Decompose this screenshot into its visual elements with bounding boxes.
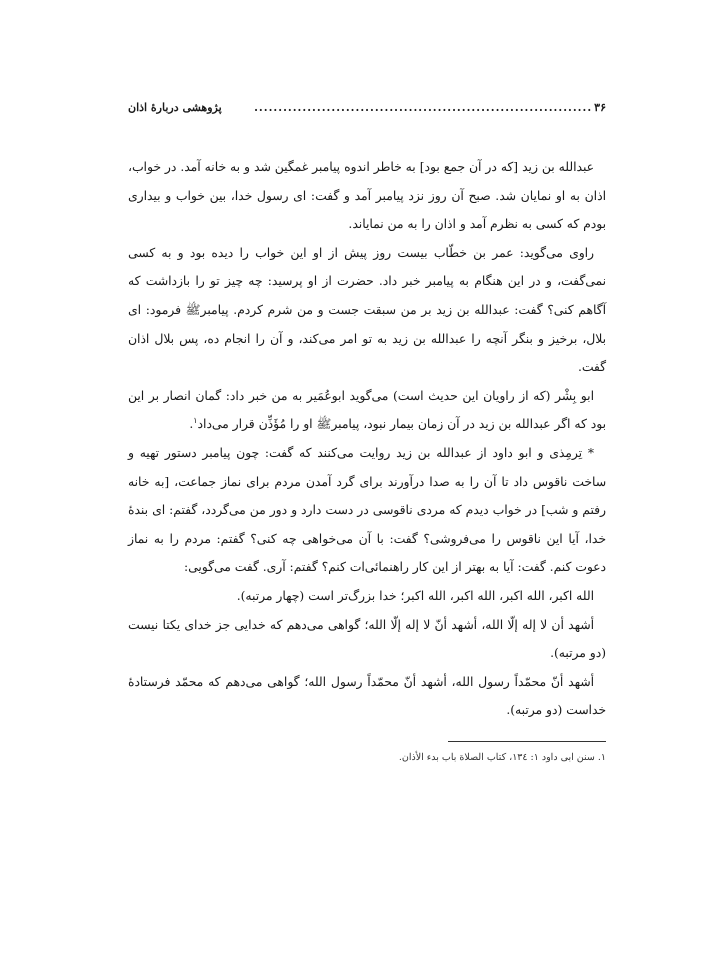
paragraph-3-text: ابو بِشْر (که از راویان این حدیث است) می‌گوید ابوعُمَیر به من خبر داد: گمان انصار بر این بود که اگر عبدالله بن زید در آن زمان بیمار نبود، پیامبرﷺ او را مُؤَذِّن قرار می‌داد bbox=[128, 388, 606, 432]
paragraph-1: عبدالله بن زید [که در آن جمع بود] به خاطر اندوه پیامبر غمگین شد و به خانه آمد. در خواب، اذان به او نمایان شد. صبح آن روز نزد پیامبر آمد و گفت: ای رسول خدا، بین خواب و بیداری بودم که کسی به نظرم آمد و اذان را به من نمایاند. bbox=[128, 160, 606, 232]
page-number: ۳۶ bbox=[594, 101, 606, 114]
leader-dots: ...................................................................... bbox=[254, 101, 593, 114]
footnote: ۱. سنن ابی داود ۱: ۱۳٤، کتاب الصلاة باب بدء الأذان. bbox=[398, 751, 606, 763]
page-body bbox=[128, 153, 606, 766]
paragraph-2: راوی می‌گوید: عمر بن خطّاب بیست روز پیش از او این خواب را دیده بود و به کسی نمی‌گفت، و در این هنگام به پیامبر خبر داد. حضرت از او پرسید: چه چیز تو را بازداشت که آگاهم کنی؟ گفت: عبدالله بن زید بر من سبقت جست و من شرم کردم. پیامبرﷺ فرمود: ای بلال، برخیز و بنگر آنچه را عبدالله بن زید به تو امر می‌کند، و آن را انجام ده، پس بلال اذان گفت. bbox=[128, 245, 606, 375]
paragraph-4: * تِرمِذی و ابو داود از عبدالله بن زید روایت می‌کنند که گفت: چون پیامبر دستور تهیه و ساخت ناقوس داد تا آن را به صدا درآورند برای گرد آمدن مردم برای نماز جماعت، [به خانه رفتم و شب] در خواب دیدم که مردی ناقوسی در دست دارد و دور من می‌گردد، گفتم: ای بندۀ خدا، آیا این ناقوس را می‌فروشی؟ گفت: با آن می‌خواهی چه کنی؟ گفتم: مردم را به نماز دعوت کنم. گفت: آیا به بهتر از این کار راهنمائی‌ات کنم؟ گفتم: آری. گفت می‌گویی: bbox=[128, 445, 606, 575]
running-header bbox=[128, 100, 606, 116]
book-page bbox=[128, 100, 606, 766]
paragraph-7: أشهد أنّ محمّداً رسول الله، أشهد أنّ محمّداً رسول الله؛ گواهی می‌دهم که محمّد فرستادۀ خداست (دو مرتبه). bbox=[128, 674, 606, 718]
footnote-reference[interactable]: ۱ bbox=[193, 416, 198, 426]
paragraph-5: الله اکبر، الله اکبر، الله اکبر، الله اکبر؛ خدا بزرگ‌تر است (چهار مرتبه). bbox=[236, 588, 594, 603]
paragraph-6: أشهد أن لا إله إلّا الله، أشهد أنّ لا إله إلّا الله؛ گواهی می‌دهم که خدایی جز خدای یکتا نیست (دو مرتبه). bbox=[128, 617, 606, 661]
paragraph-3 bbox=[128, 382, 606, 439]
footnote-divider bbox=[448, 741, 606, 742]
running-title: پژوهشی دربارۀ اذان bbox=[128, 101, 222, 114]
paragraph-3-end: . bbox=[189, 417, 194, 432]
